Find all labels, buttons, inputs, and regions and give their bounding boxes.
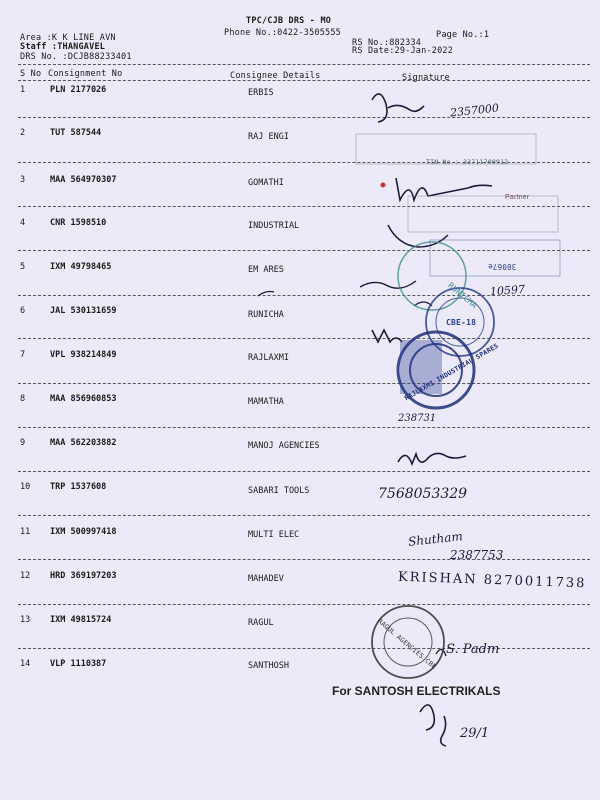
stamp-rect-row3 [408, 196, 558, 232]
row-sno: 10 [20, 482, 31, 492]
row-sno: 6 [20, 306, 26, 316]
row-consignee: SABARI TOOLS [248, 486, 310, 496]
signature-scribble [258, 292, 274, 297]
stamp-runicha-text: RUNICHA [446, 280, 479, 311]
row-sno: 4 [20, 218, 26, 228]
area-label: Area :K K LINE AVN [20, 33, 116, 43]
signature-scribble [372, 94, 424, 122]
stamp-row4-text: 30067e [488, 262, 517, 271]
handwritten-row10: 7568053329 [378, 486, 468, 502]
col-signature: Signature [402, 73, 450, 83]
signature-scribble [420, 705, 446, 746]
col-consignee: Consignee Details [230, 71, 321, 81]
signature-scribble [372, 330, 402, 342]
signature-scribble [414, 302, 432, 306]
row-consignment: IXM 49815724 [50, 615, 112, 625]
col-consignment: Consignment No [48, 69, 123, 79]
red-mark [381, 183, 386, 188]
rs-number: RS No.:882334 [352, 38, 422, 48]
stamp-ragul-text: RAGUL AGENCIES CBE [376, 617, 438, 671]
row-sno: 1 [20, 85, 26, 95]
row-consignee: GOMATHI [248, 178, 284, 188]
rs-date: RS Date:29-Jan-2022 [352, 46, 454, 56]
handwritten-row11-number: 2387753 [450, 548, 504, 562]
handwritten-row11-name: Shutham [407, 529, 464, 549]
row-consignee: RAJ ENGI [248, 132, 289, 142]
row-consignment: TRP 1537608 [50, 482, 107, 492]
row-consignee: SANTHOSH [248, 661, 289, 671]
row-consignment: MAA 564970307 [50, 175, 117, 185]
col-sno: S No [20, 69, 42, 79]
handwritten-row2: 2357000 [449, 101, 500, 120]
signature-scribble [396, 178, 492, 200]
row-consignment: CNR 1598510 [50, 218, 107, 228]
row-consignee: RAJLAXMI [248, 353, 289, 363]
row-sno: 3 [20, 175, 26, 185]
stamp-cbe-text: CBE-18 [446, 318, 477, 327]
signature-scribble [360, 281, 416, 288]
row-sno: 9 [20, 438, 26, 448]
handwritten-row6: 10597 [489, 282, 526, 299]
doc-title: TPC/CJB DRS - MO [246, 16, 332, 26]
row-consignment: TUT 587544 [50, 128, 102, 138]
row-consignee: RUNICHA [248, 310, 284, 320]
row-consignee: MANOJ AGENCIES [248, 441, 320, 451]
signature-scribble [388, 225, 448, 247]
row-consignment: MAA 856960853 [50, 394, 117, 404]
row-consignee: RAGUL [248, 618, 274, 628]
drs-number: DRS No. :DCJB88233401 [20, 52, 132, 62]
row-consignment: IXM 49798465 [50, 262, 112, 272]
stamp-rajlaxmi-text: RAJLAXMI INDUSTRIAL SPARES [403, 341, 500, 403]
phone-number: Phone No.:0422-3505555 [224, 28, 341, 38]
row-consignee: MULTI ELEC [248, 530, 300, 540]
page-number: Page No.:1 [436, 30, 490, 40]
row-sno: 14 [20, 659, 31, 669]
row-sno: 8 [20, 394, 26, 404]
row-sno: 5 [20, 262, 26, 272]
row-consignment: PLN 2177026 [50, 85, 107, 95]
company-stamp: For SANTOSH ELECTRIKALS [332, 684, 501, 698]
staff-label: Staff :THANGAVEL [20, 42, 106, 52]
row-consignment: VLP 1110387 [50, 659, 107, 669]
row-consignment: IXM 500997418 [50, 527, 117, 537]
row-consignment: HRD 369197203 [50, 571, 117, 581]
stamp-tin-text: TIN No : 33711700912 [426, 158, 509, 166]
stamp-partner-text: Partner [505, 194, 530, 201]
row-consignee: MAHADEV [248, 574, 284, 584]
row-sno: 13 [20, 615, 31, 625]
row-consignee: EM ARES [248, 265, 284, 275]
row-sno: 2 [20, 128, 26, 138]
row-sno: 7 [20, 350, 26, 360]
handwritten-row14: S. Padm [446, 642, 500, 657]
row-consignment: JAL 530131659 [50, 306, 117, 316]
row-sno: 12 [20, 571, 31, 581]
handwritten-row8: 238731 [398, 413, 437, 424]
signature-scribble [398, 453, 466, 464]
handwritten-row12: KRISHAN 8270011738 [397, 569, 587, 592]
row-sno: 11 [20, 527, 31, 537]
row-consignee: INDUSTRIAL [248, 221, 300, 231]
handwritten-footer-date: 29/1 [460, 726, 490, 741]
row-consignee: MAMATHA [248, 397, 284, 407]
row-consignee: ERBIS [248, 88, 274, 98]
row-consignment: VPL 938214849 [50, 350, 117, 360]
row-consignment: MAA 562203882 [50, 438, 117, 448]
